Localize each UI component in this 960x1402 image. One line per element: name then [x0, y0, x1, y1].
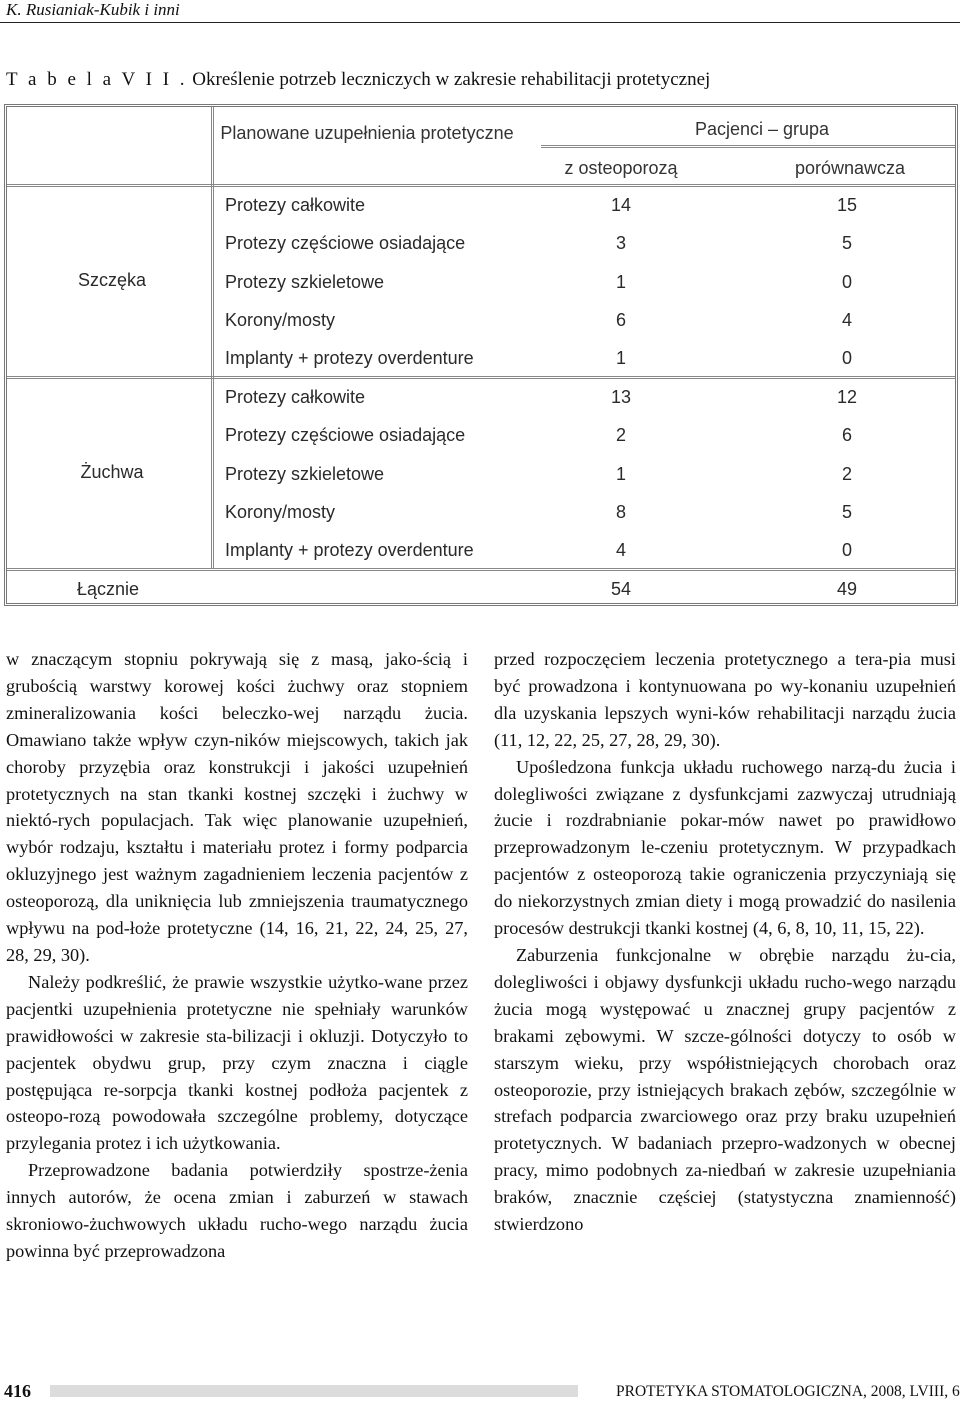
row-label: Protezy szkieletowe: [225, 464, 385, 484]
cell-osteo: 1: [615, 272, 626, 292]
paragraph: przed rozpoczęciem leczenia protetycznego a tera-pia musi być prowadzona i kontynuowana po wy-konaniu uzupełnień dla uzyskania lepszych wyni-ków rehabilitacji narządu żucia (11, 12, 22, 25, 27, 28, 29, 30).: [494, 649, 956, 750]
running-head: K. Rusianiak-Kubik i inni: [6, 0, 180, 19]
cell-osteo: 1: [615, 348, 626, 368]
body-column-right: [494, 646, 956, 1238]
grid-line: [541, 145, 955, 148]
cell-osteo: 8: [615, 502, 626, 522]
cell-osteo: 4: [615, 540, 626, 560]
row-label: Protezy całkowite: [225, 387, 366, 407]
group-mandible: Żuchwa: [80, 462, 144, 482]
cell-control: 6: [841, 425, 852, 445]
cell-osteo: 3: [615, 233, 626, 253]
total-control: 49: [836, 579, 858, 599]
total-osteo: 54: [610, 579, 632, 599]
row-label: Protezy częściowe osiadające: [225, 425, 466, 445]
total-label: Łącznie: [77, 579, 140, 599]
paragraph: Należy podkreślić, że prawie wszystkie użytko-wane przez pacjentki uzupełnienia protetyczne nie spełniały warunków prawidłowości w zakresie sta-bilizacji i okluzji. Dotyczyło to pacjentek obydwu grup, przy czym znaczna i ciągle postępująca re-sorpcja tkanki kostnej podłoża pacjentek z osteopo-rozą powodowała szczególne problemy, dotyczące przylegania protez i ich użytkowania.: [6, 971, 468, 1154]
cell-control: 0: [841, 540, 852, 560]
cell-control: 4: [841, 310, 852, 330]
paragraph: w znaczącym stopniu pokrywają się z masą, jako-ścią i grubością warstwy korowej kości żuchwy oraz stopniem zmineralizowania kości beleczko-wej narządu żucia. Omawiano także wpływ czyn-ników miejscowych, takich jak choroby przyzębia oraz konstrukcji i jakości uzupełnień protetycznych na stan tkanki kostnej szczęki i żuchwy w niektó-rych populacjach. Tak więc planowanie uzupełnień, wybór rodzaju, kształtu i materiału protez i formy podparcia okluzyjnego jest ważnym zagadnieniem leczenia pacjentów z osteoporozą, dla uniknięcia lub zmniejszenia traumatycznego wpływu na pod-łoże protetyczne (14, 16, 21, 22, 24, 25, 27, 28, 29, 30).: [6, 649, 468, 965]
body-column-left: [6, 646, 468, 1265]
paragraph: Zaburzenia funkcjonalne w obrębie narządu żu-cia, dolegliwości i objawy dysfunkcji układu rucho-wego narządu żucia mogą występować u znacznej grupy pacjentów z brakami zębowymi. W szcze-gólności dotyczy to osób w starszym wieku, przy współistniejących chorobach oraz osteoporozie, przy istniejących brakach zębów, szczególnie w strefach podparcia zwarciowego oraz przy braku uzupełnień protetycznych. W badaniach przepro-wadzonych w obecnej pracy, mimo podobnych za-niedbań w zakresie uzupełniania braków, znacznie częściej (statystyczna znamienność) stwierdzono: [494, 944, 956, 1235]
table-title: Określenie potrzeb leczniczych w zakresie rehabilitacji protetycznej: [192, 69, 711, 90]
table-caption: [6, 68, 710, 92]
row-label: Protezy szkieletowe: [225, 272, 385, 292]
journal-footer: PROTETYKA STOMATOLOGICZNA, 2008, LVIII, 6: [616, 1383, 960, 1400]
row-label: Protezy częściowe osiadające: [225, 233, 466, 253]
needs-table: [4, 104, 958, 606]
row-label: Implanty + protezy overdenture: [225, 540, 474, 560]
table-label: T a b e l a V I I .: [6, 69, 188, 90]
cell-control: 2: [841, 464, 852, 484]
group-maxilla: Szczęka: [77, 270, 147, 290]
cell-osteo: 2: [615, 425, 626, 445]
row-label: Protezy całkowite: [225, 195, 366, 215]
cell-control: 12: [836, 387, 858, 407]
col-header-planned: Planowane uzupełnienia protetyczne: [220, 123, 514, 143]
footer-bar: [50, 1385, 578, 1397]
cell-osteo: 6: [615, 310, 626, 330]
cell-osteo: 13: [610, 387, 632, 407]
col-header-patients: Pacjenci – grupa: [694, 119, 830, 139]
paragraph: Przeprowadzone badania potwierdziły spostrze-żenia innych autorów, że ocena zmian i zaburzeń w stawach skroniowo-żuchwowych układu rucho-wego narządu żucia powinna być przeprowadzona: [6, 1160, 468, 1261]
cell-control: 5: [841, 502, 852, 522]
table-row: [7, 187, 955, 377]
header-rule: [0, 22, 960, 23]
cell-control: 5: [841, 233, 852, 253]
table-row: [7, 379, 955, 569]
cell-control: 15: [836, 195, 858, 215]
page-number: 416: [4, 1381, 31, 1401]
cell-osteo: 1: [615, 464, 626, 484]
cell-control: 0: [841, 272, 852, 292]
row-label: Implanty + protezy overdenture: [225, 348, 474, 368]
row-label: Korony/mosty: [225, 502, 336, 522]
row-label: Korony/mosty: [225, 310, 336, 330]
col-header-osteo: z osteoporozą: [564, 158, 678, 178]
paragraph: Upośledzona funkcja układu ruchowego narzą-du żucia i dolegliwości związane z dysfunkcjami zazwyczaj utrudniają żucie i rozdrabnianie pokar-mów nawet po prawidłowo przeprowadzonym le-czeniu protetycznym. W przypadkach pacjentów z osteoporozą takie ograniczenia przyczyniają się do niekorzystnych zmian diety i mogą prowadzić do nasilenia procesów destrukcji tkanki kostnej (4, 6, 8, 10, 11, 15, 22).: [494, 756, 956, 939]
cell-control: 0: [841, 348, 852, 368]
col-header-control: porównawcza: [794, 158, 906, 178]
cell-osteo: 14: [610, 195, 632, 215]
